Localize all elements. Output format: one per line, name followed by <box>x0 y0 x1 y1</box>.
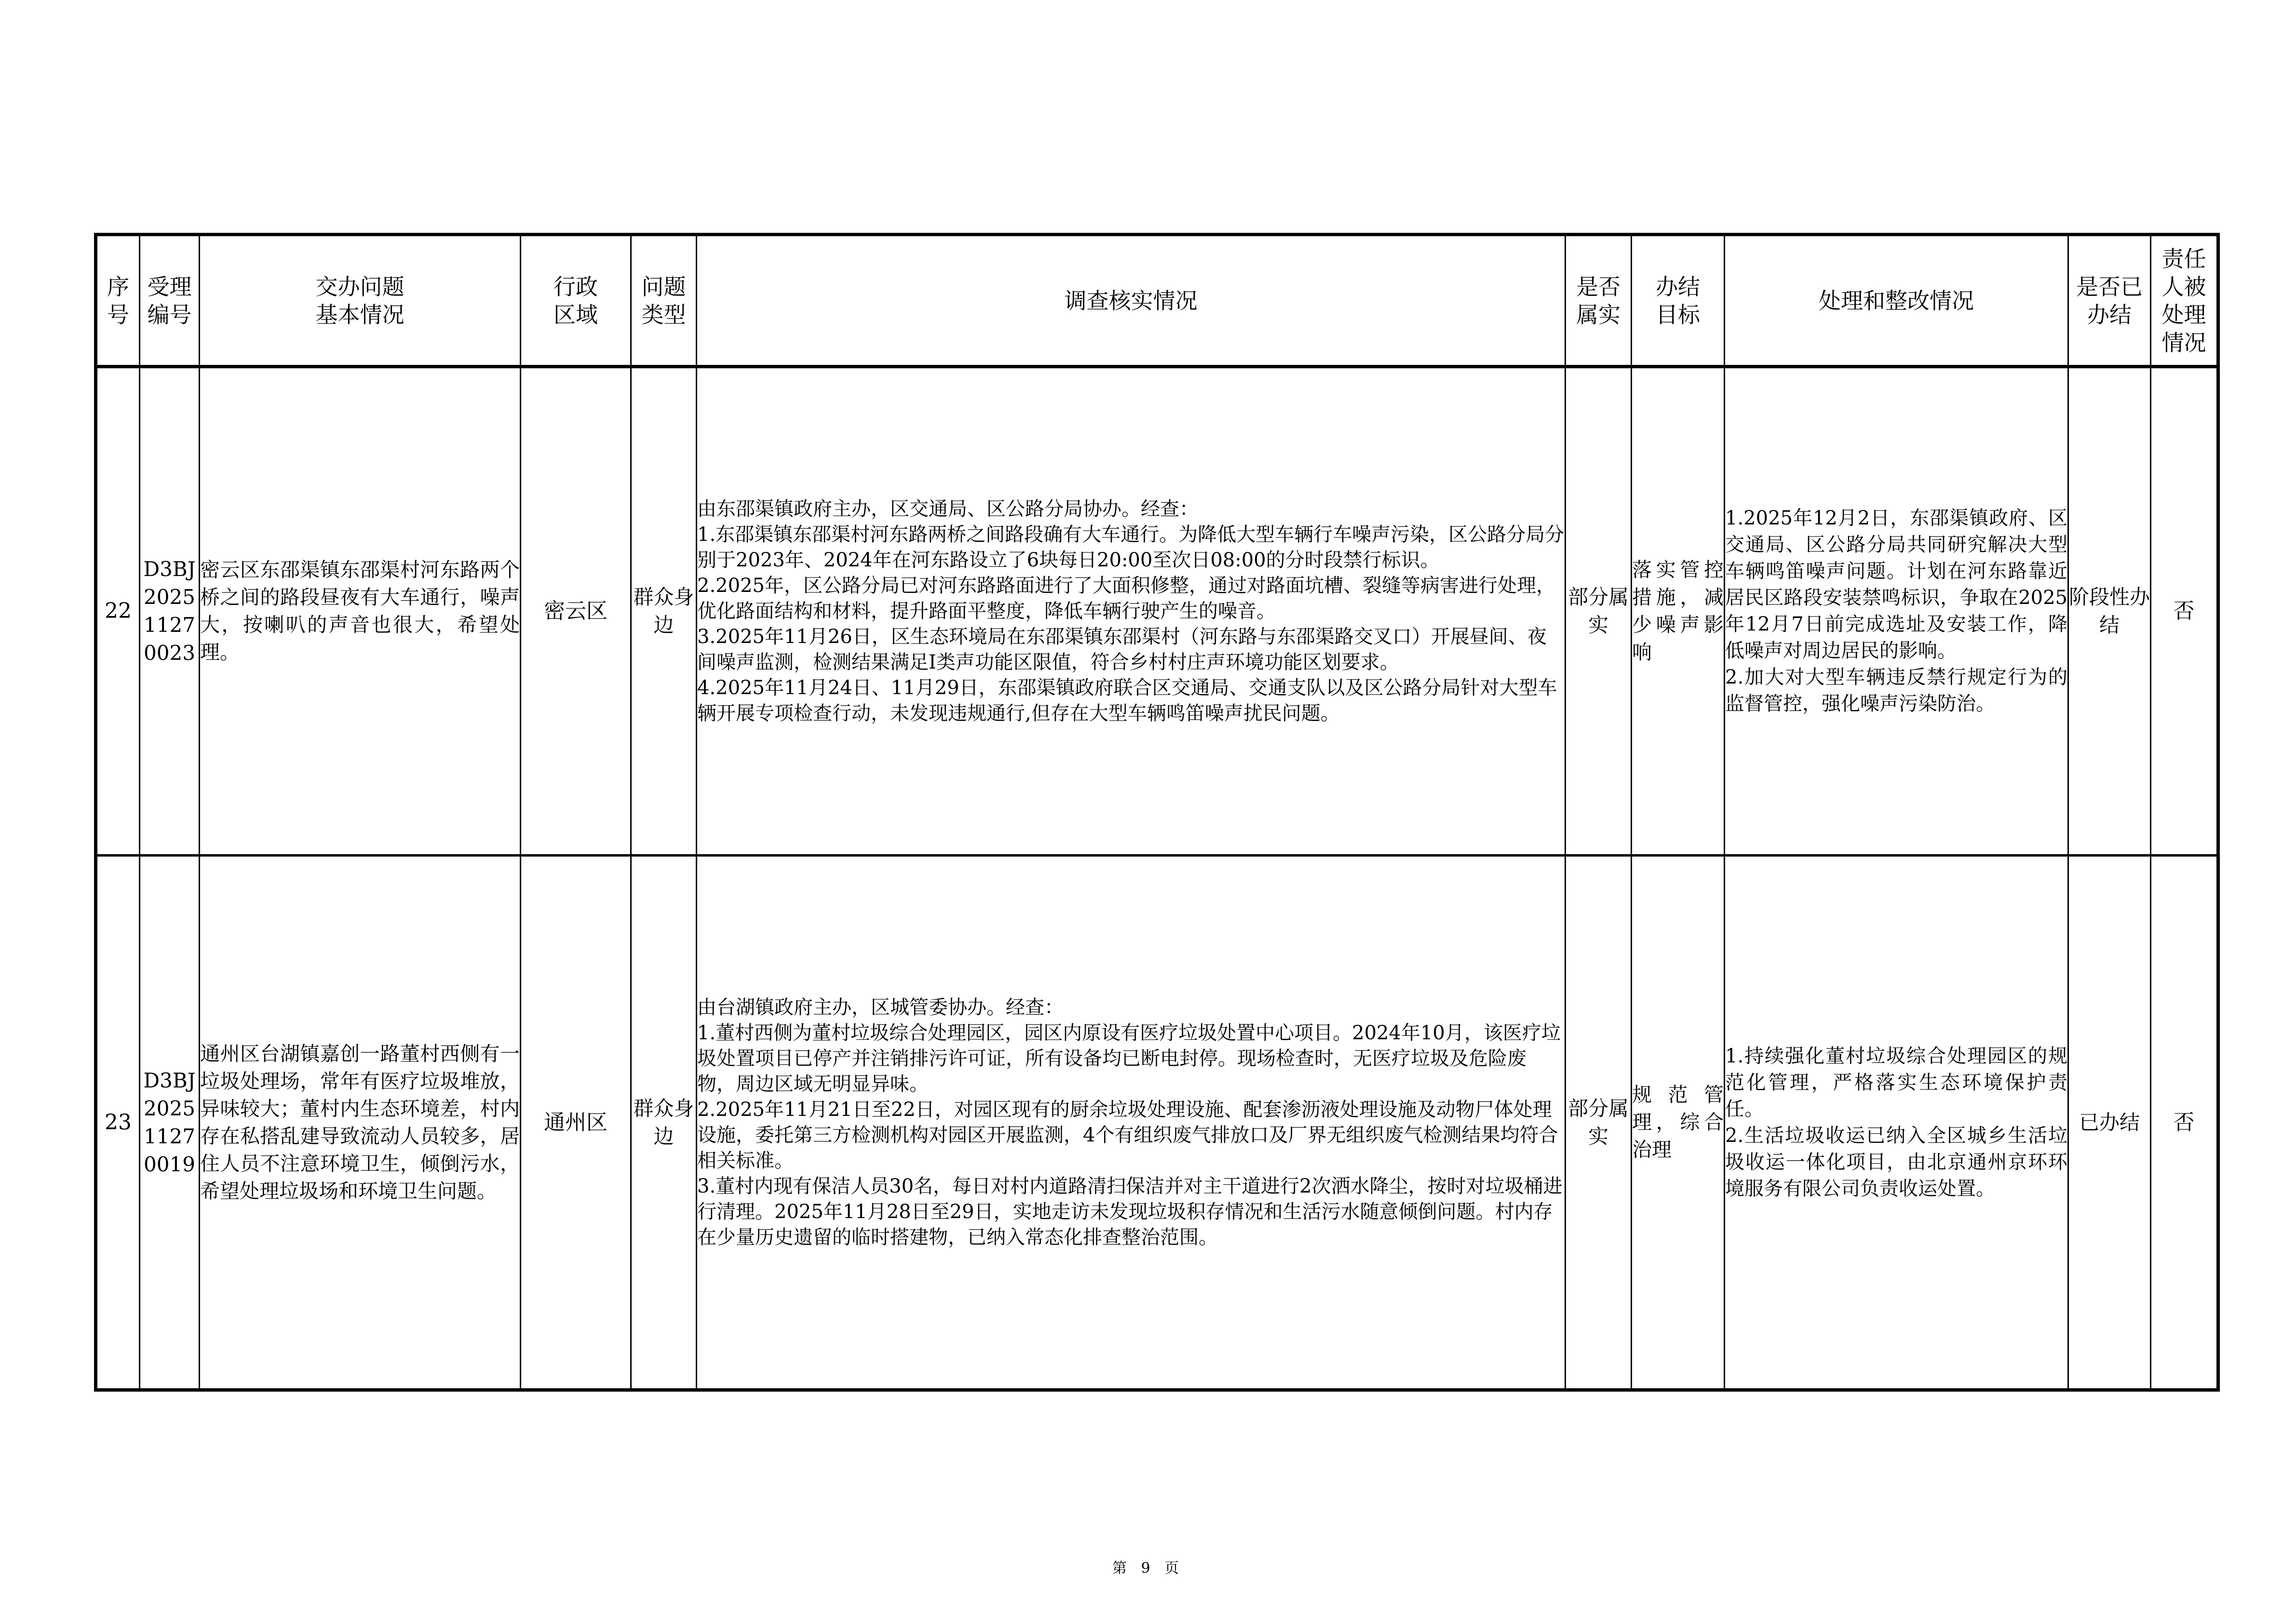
header-handling: 处理和整改情况 <box>1725 235 2068 367</box>
issue-table <box>94 233 2220 1392</box>
cell-verified: 部分属实 <box>1566 856 1632 1390</box>
header-verified: 是否 属实 <box>1566 235 1632 367</box>
header-target: 办结 目标 <box>1632 235 1725 367</box>
cell-basic: 通州区台湖镇嘉创一路董村西侧有一垃圾处理场，常年有医疗垃圾堆放，异味较大；董村内生态环境差，村内存在私搭乱建导致流动人员较多，居住人员不注意环境卫生，倾倒污水，希望处理垃圾场和环境卫生问题。 <box>200 856 521 1390</box>
cell-accountability: 否 <box>2151 367 2218 856</box>
header-type: 问题 类型 <box>631 235 697 367</box>
cell-investigation: 由东邵渠镇政府主办，区交通局、区公路分局协办。经查： 1.东邵渠镇东邵渠村河东路两桥之间路段确有大车通行。为降低大型车辆行车噪声污染，区公路分局分别于2023年、2024年在河东路设立了6块每日20:00至次日08:00的分时段禁行标识。 2.2025年，区公路分局已对河东路路面进行了大面积修整，通过对路面坑槽、裂缝等病害进行处理，优化路面结构和材料，提升路面平整度，降低车辆行驶产生的噪音。 3.2025年11月26日，区生态环境局在东邵渠镇东邵渠村（河东路与东邵渠路交叉口）开展昼间、夜间噪声监测，检测结果满足Ⅰ类声功能区限值，符合乡村村庄声环境功能区划要求。 4.2025年11月24日、11月29日，东邵渠镇政府联合区交通局、交通支队以及区公路分局针对大型车辆开展专项检查行动，未发现违规通行,但存在大型车辆鸣笛噪声扰民问题。 <box>697 367 1566 856</box>
table-row <box>96 856 2218 1390</box>
cell-id: D3BJ 2025 1127 0023 <box>140 367 200 856</box>
cell-region: 密云区 <box>521 367 631 856</box>
cell-verified: 部分属实 <box>1566 367 1632 856</box>
cell-handling: 1.持续强化董村垃圾综合处理园区的规范化管理，严格落实生态环境保护责任。 2.生活垃圾收运已纳入全区城乡生活垃圾收运一体化项目，由北京通州京环环境服务有限公司负责收运处置。 <box>1725 856 2068 1390</box>
header-investigation: 调查核实情况 <box>697 235 1566 367</box>
cell-seq: 22 <box>96 367 140 856</box>
cell-completed: 阶段性办结 <box>2068 367 2151 856</box>
header-completed: 是否已 办结 <box>2068 235 2151 367</box>
cell-id: D3BJ 2025 1127 0019 <box>140 856 200 1390</box>
cell-type: 群众身边 <box>631 856 697 1390</box>
cell-target: 规范管理，综合治理 <box>1632 856 1725 1390</box>
header-id: 受理 编号 <box>140 235 200 367</box>
cell-target: 落实管控措施，减少噪声影响 <box>1632 367 1725 856</box>
cell-seq: 23 <box>96 856 140 1390</box>
header-seq: 序 号 <box>96 235 140 367</box>
cell-investigation: 由台湖镇政府主办，区城管委协办。经查： 1.董村西侧为董村垃圾综合处理园区，园区内原设有医疗垃圾处置中心项目。2024年10月，该医疗垃圾处置项目已停产并注销排污许可证，所有设备均已断电封停。现场检查时，无医疗垃圾及危险废物，周边区域无明显异味。 2.2025年11月21日至22日，对园区现有的厨余垃圾处理设施、配套渗沥液处理设施及动物尸体处理设施，委托第三方检测机构对园区开展监测，4个有组织废气排放口及厂界无组织废气检测结果均符合相关标准。 3.董村内现有保洁人员30名，每日对村内道路清扫保洁并对主干道进行2次洒水降尘，按时对垃圾桶进行清理。2025年11月28日至29日，实地走访未发现垃圾积存情况和生活污水随意倾倒问题。村内存在少量历史遗留的临时搭建物，已纳入常态化排查整治范围。 <box>697 856 1566 1390</box>
page-number: 第 9 页 <box>1112 1560 1184 1577</box>
header-region: 行政 区域 <box>521 235 631 367</box>
cell-accountability: 否 <box>2151 856 2218 1390</box>
header-accountability: 责任 人被 处理 情况 <box>2151 235 2218 367</box>
table-header-row <box>96 235 2218 367</box>
header-basic: 交办问题 基本情况 <box>200 235 521 367</box>
cell-region: 通州区 <box>521 856 631 1390</box>
cell-handling: 1.2025年12月2日，东邵渠镇政府、区交通局、区公路分局共同研究解决大型车辆鸣笛噪声问题。计划在河东路靠近居民区路段安装禁鸣标识，争取在2025年12月7日前完成选址及安装工作，降低噪声对周边居民的影响。 2.加大对大型车辆违反禁行规定行为的监督管控，强化噪声污染防治。 <box>1725 367 2068 856</box>
cell-completed: 已办结 <box>2068 856 2151 1390</box>
table-row <box>96 367 2218 856</box>
cell-type: 群众身边 <box>631 367 697 856</box>
cell-basic: 密云区东邵渠镇东邵渠村河东路两个桥之间的路段昼夜有大车通行，噪声大，按喇叭的声音也很大，希望处理。 <box>200 367 521 856</box>
